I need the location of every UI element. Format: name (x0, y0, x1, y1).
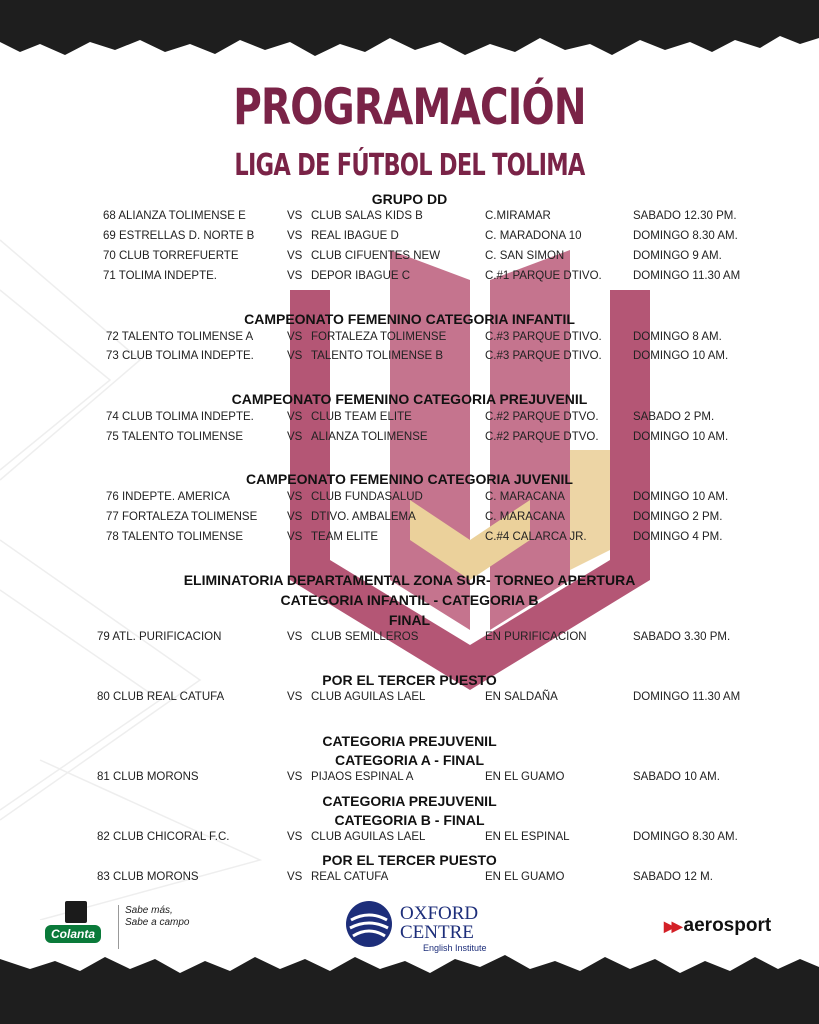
venue: C.MIRAMAR (485, 210, 551, 222)
home-team: 80 CLUB REAL CATUFA (97, 691, 225, 703)
home-team: 74 CLUB TOLIMA INDEPTE. (106, 411, 254, 423)
section-header-cat-b-final: CATEGORIA B - FINAL (334, 812, 485, 828)
venue: C.#2 PARQUE DTVO. (485, 431, 599, 443)
match-row (0, 691, 819, 709)
match-time: SABADO 10 AM. (633, 771, 720, 783)
away-team: CLUB SEMILLEROS (311, 631, 419, 643)
match-row (0, 270, 819, 288)
venue: EN EL GUAMO (485, 871, 565, 883)
section-header-cat-prejuvenil: CATEGORIA PREJUVENIL (322, 793, 497, 809)
aerosport-logo (664, 915, 771, 937)
colanta-logo (45, 901, 115, 951)
section-header-final: FINAL (388, 612, 431, 628)
section-header-cat-prejuvenil: CATEGORIA PREJUVENIL (322, 733, 497, 749)
home-team: 72 TALENTO TOLIMENSE A (106, 331, 254, 343)
match-time: DOMINGO 8.30 AM. (633, 230, 738, 242)
match-row (0, 831, 819, 849)
home-team: 76 INDEPTE. AMERICA (106, 491, 230, 503)
home-team: 77 FORTALEZA TOLIMENSE (106, 511, 258, 523)
section-header-cat-infantil-b: CATEGORIA INFANTIL - CATEGORIA B (280, 592, 539, 608)
match-time: DOMINGO 4 PM. (633, 531, 723, 543)
section-header-cat-a-final: CATEGORIA A - FINAL (334, 752, 485, 768)
page-title: PROGRAMACIÓN (233, 78, 586, 136)
away-team: CLUB CIFUENTES NEW (311, 250, 441, 262)
match-row (0, 431, 819, 449)
vs-label: VS (287, 771, 303, 783)
venue: EN EL GUAMO (485, 771, 565, 783)
oxford-centre-logo (345, 900, 495, 953)
venue: C. MARACANA (485, 511, 565, 523)
aerosport-wordmark: aerosport (683, 915, 772, 936)
away-team: TEAM ELITE (311, 531, 379, 543)
section-header-eliminatoria: ELIMINATORIA DEPARTAMENTAL ZONA SUR- TORNEO APERTURA (183, 572, 636, 588)
match-row (0, 411, 819, 429)
vs-label: VS (287, 250, 303, 262)
match-time: DOMINGO 10 AM. (633, 431, 729, 443)
match-time: SABADO 2 PM. (633, 411, 715, 423)
vs-label: VS (287, 871, 303, 883)
play-arrows-icon: ▶▶ (664, 918, 680, 934)
venue: C.#4 CALARCA JR. (485, 531, 587, 543)
match-time: SABADO 12.30 PM. (633, 210, 737, 222)
match-time: SABADO 3.30 PM. (633, 631, 731, 643)
cow-icon (65, 901, 87, 923)
vs-label: VS (287, 331, 303, 343)
section-header-fem-juvenil: CAMPEONATO FEMENINO CATEGORIA JUVENIL (246, 471, 573, 487)
vs-label: VS (287, 691, 303, 703)
match-time: DOMINGO 11.30 AM (633, 270, 741, 282)
vs-label: VS (287, 230, 303, 242)
away-team: CLUB AGUILAS LAEL (311, 691, 426, 703)
vs-label: VS (287, 431, 303, 443)
vs-label: VS (287, 350, 303, 362)
match-row (0, 511, 819, 529)
match-time: DOMINGO 10 AM. (633, 491, 729, 503)
home-team: 73 CLUB TOLIMA INDEPTE. (106, 350, 254, 362)
away-team: CLUB FUNDASALUD (311, 491, 423, 503)
vs-label: VS (287, 491, 303, 503)
oxford-line-2: CENTRE (400, 922, 474, 943)
section-header-fem-infantil: CAMPEONATO FEMENINO CATEGORIA INFANTIL (244, 311, 575, 327)
globe-icon (345, 900, 393, 948)
venue: C. SAN SIMON (485, 250, 565, 262)
oxford-line-1: OXFORD (400, 903, 479, 924)
vs-label: VS (287, 511, 303, 523)
home-team: 83 CLUB MORONS (97, 871, 199, 883)
vs-label: VS (287, 631, 303, 643)
away-team: PIJAOS ESPINAL A (311, 771, 414, 783)
match-row (0, 350, 819, 368)
away-team: CLUB SALAS KIDS B (311, 210, 423, 222)
slogan-line-1: Sabe más, (125, 905, 173, 916)
home-team: 69 ESTRELLAS D. NORTE B (103, 230, 255, 242)
torn-top-border (0, 0, 819, 70)
away-team: DTIVO. AMBALEMA (311, 511, 416, 523)
venue: C. MARACANA (485, 491, 565, 503)
venue: C. MARADONA 10 (485, 230, 582, 242)
vs-label: VS (287, 531, 303, 543)
slogan-line-2: Sabe a campo (125, 917, 190, 928)
home-team: 78 TALENTO TOLIMENSE (106, 531, 243, 543)
away-team: REAL CATUFA (311, 871, 389, 883)
away-team: DEPOR IBAGUE C (311, 270, 411, 282)
vs-label: VS (287, 270, 303, 282)
section-header-tercer-puesto: POR EL TERCER PUESTO (322, 672, 497, 688)
colanta-wordmark: Colanta (45, 925, 101, 943)
home-team: 82 CLUB CHICORAL F.C. (97, 831, 230, 843)
away-team: CLUB AGUILAS LAEL (311, 831, 426, 843)
away-team: CLUB TEAM ELITE (311, 411, 412, 423)
section-header-grupo-dd: GRUPO DD (371, 191, 448, 207)
venue: EN SALDAÑA (485, 691, 558, 703)
away-team: ALIANZA TOLIMENSE (311, 431, 428, 443)
home-team: 68 ALIANZA TOLIMENSE E (103, 210, 246, 222)
home-team: 71 TOLIMA INDEPTE. (103, 270, 217, 282)
match-time: DOMINGO 8 AM. (633, 331, 722, 343)
match-time: DOMINGO 10 AM. (633, 350, 729, 362)
match-row (0, 491, 819, 509)
away-team: REAL IBAGUE D (311, 230, 399, 242)
oxford-name (400, 904, 478, 942)
match-time: DOMINGO 2 PM. (633, 511, 723, 523)
venue: C.#1 PARQUE DTIVO. (485, 270, 602, 282)
match-row (0, 331, 819, 349)
home-team: 79 ATL. PURIFICACION (97, 631, 222, 643)
venue: C.#2 PARQUE DTVO. (485, 411, 599, 423)
match-time: DOMINGO 11.30 AM (633, 691, 741, 703)
colanta-slogan (118, 905, 190, 949)
match-row (0, 631, 819, 649)
vs-label: VS (287, 831, 303, 843)
oxford-subtitle: English Institute (423, 943, 487, 953)
section-header-fem-prejuvenil: CAMPEONATO FEMENINO CATEGORIA PREJUVENIL (231, 391, 588, 407)
venue: EN EL ESPINAL (485, 831, 570, 843)
page-subtitle: LIGA DE FÚTBOL DEL TOLIMA (234, 148, 585, 183)
home-team: 70 CLUB TORREFUERTE (103, 250, 239, 262)
away-team: FORTALEZA TOLIMENSE (311, 331, 447, 343)
section-header-tercer-puesto: POR EL TERCER PUESTO (322, 852, 497, 868)
match-row (0, 771, 819, 789)
match-row (0, 230, 819, 248)
vs-label: VS (287, 210, 303, 222)
match-time: DOMINGO 8.30 AM. (633, 831, 738, 843)
sponsors-bar (0, 895, 819, 955)
home-team: 75 TALENTO TOLIMENSE (106, 431, 243, 443)
match-time: SABADO 12 M. (633, 871, 713, 883)
venue: C.#3 PARQUE DTIVO. (485, 331, 602, 343)
match-row (0, 250, 819, 268)
venue: C.#3 PARQUE DTIVO. (485, 350, 602, 362)
away-team: TALENTO TOLIMENSE B (311, 350, 444, 362)
torn-bottom-border (0, 949, 819, 1024)
match-row (0, 210, 819, 228)
match-row (0, 531, 819, 549)
home-team: 81 CLUB MORONS (97, 771, 199, 783)
venue: EN PURIFICACION (485, 631, 587, 643)
vs-label: VS (287, 411, 303, 423)
match-row (0, 871, 819, 889)
match-time: DOMINGO 9 AM. (633, 250, 722, 262)
